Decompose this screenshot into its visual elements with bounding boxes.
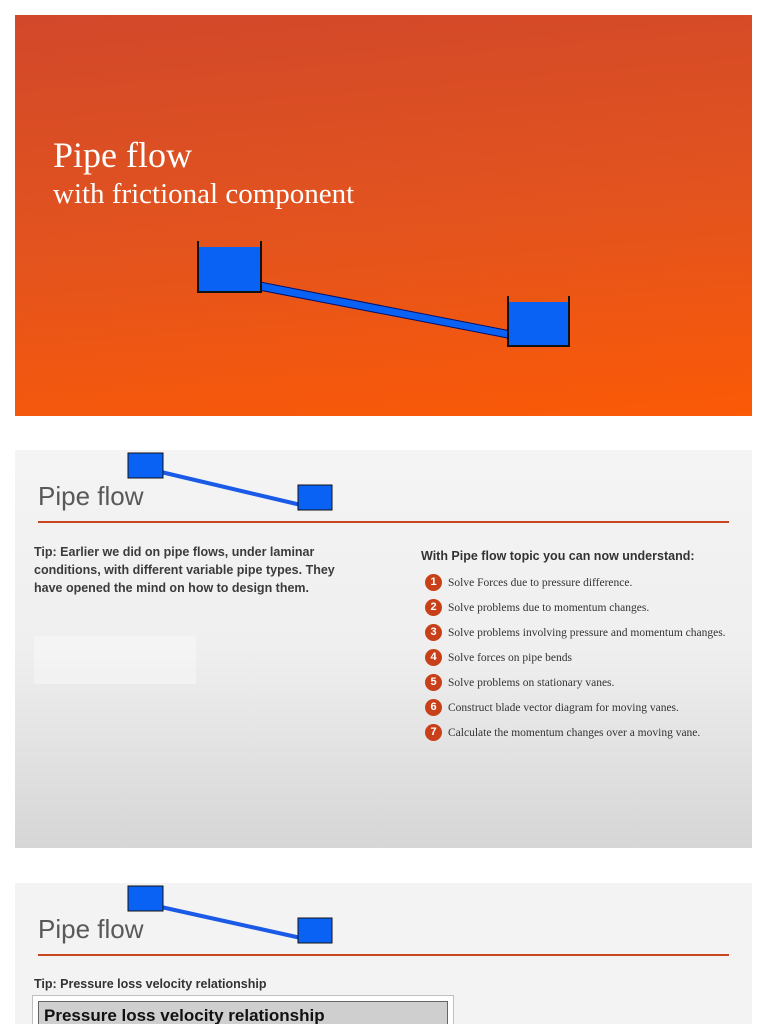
list-item xyxy=(425,624,735,642)
pressure-loss-slide xyxy=(15,883,752,1024)
list-item xyxy=(425,674,735,692)
slide-heading: Pipe flow xyxy=(38,914,144,944)
slide-title: Pipe flow xyxy=(53,135,192,175)
number-badge: 6 xyxy=(425,699,442,716)
title-slide xyxy=(15,15,752,416)
slide-heading: Pipe flow xyxy=(38,481,144,511)
figure-panel-inner xyxy=(38,1001,448,1024)
list-item xyxy=(425,699,735,717)
heading-divider xyxy=(38,521,729,523)
list-item xyxy=(425,649,735,667)
upper-tank xyxy=(198,247,260,292)
list-item-text: Solve problems due to momentum changes. xyxy=(448,602,650,614)
figure-title: Pressure loss velocity relationship xyxy=(44,1006,325,1024)
lower-tank xyxy=(298,918,332,943)
number-badge: 7 xyxy=(425,724,442,741)
list-item-text: Solve problems involving pressure and momentum changes. xyxy=(448,627,726,639)
list-item-text: Solve Forces due to pressure difference. xyxy=(448,577,633,589)
list-item-text: Construct blade vector diagram for moving vanes. xyxy=(448,702,679,714)
list-item xyxy=(425,574,735,592)
topics-slide xyxy=(15,450,752,848)
placeholder-box xyxy=(34,636,196,684)
heading-divider xyxy=(38,954,729,956)
list-item xyxy=(425,599,735,617)
tip-text: Tip: Pressure loss velocity relationship xyxy=(34,977,267,991)
lower-tank xyxy=(298,485,332,510)
number-badge: 4 xyxy=(425,649,442,666)
pipe xyxy=(161,472,301,505)
number-badge: 1 xyxy=(425,574,442,591)
number-badge: 2 xyxy=(425,599,442,616)
list-item xyxy=(425,724,735,742)
number-badge: 3 xyxy=(425,624,442,641)
pipe xyxy=(161,907,301,938)
pipe-tanks-diagram xyxy=(15,15,752,416)
topics-heading: With Pipe flow topic you can now understand: xyxy=(421,549,695,563)
topics-list xyxy=(425,574,735,749)
upper-tank xyxy=(128,453,163,478)
list-item-text: Solve forces on pipe bends xyxy=(448,652,572,664)
figure-panel xyxy=(32,995,454,1024)
list-item-text: Calculate the momentum changes over a moving vane. xyxy=(448,727,701,739)
lower-tank xyxy=(508,302,569,345)
list-item-text: Solve problems on stationary vanes. xyxy=(448,677,615,689)
tip-text: Tip: Earlier we did on pipe flows, under laminar conditions, with different variable pipe types. They have opened the mind on how to design them. xyxy=(34,545,335,595)
number-badge: 5 xyxy=(425,674,442,691)
slide-subtitle: with frictional component xyxy=(53,178,355,210)
pipe xyxy=(255,281,513,339)
upper-tank xyxy=(128,886,163,911)
